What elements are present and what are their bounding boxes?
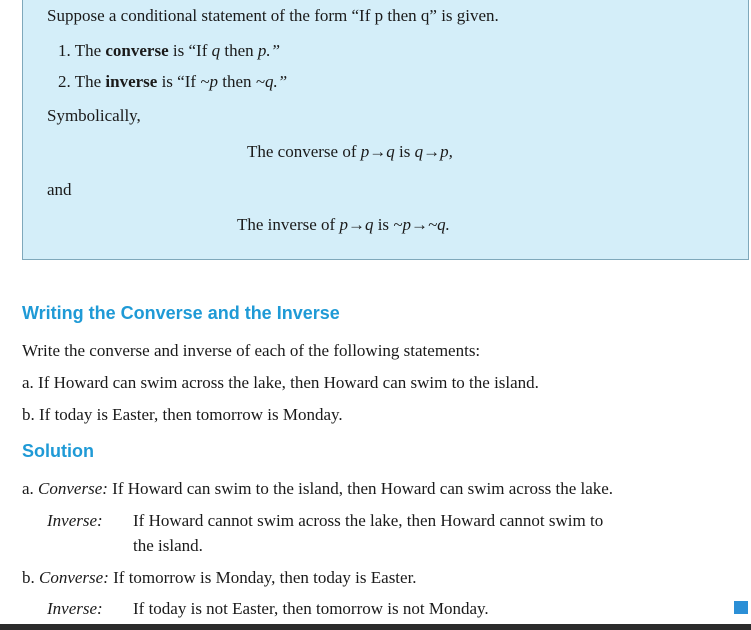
formula-text: The inverse of	[237, 215, 340, 234]
math-expr: q→p,	[414, 142, 453, 161]
inverse-label: Inverse:	[47, 599, 103, 618]
item-number: 2.	[58, 72, 71, 91]
end-of-example-marker-icon	[734, 601, 748, 614]
item-text: If Howard can swim across the lake, then Howard can swim to the island.	[38, 373, 539, 392]
item-label: b.	[22, 405, 35, 424]
example-prompt: Write the converse and inverse of each of the following statements:	[22, 341, 481, 360]
converse-label: Converse:	[39, 568, 109, 587]
math-expr: q	[211, 41, 221, 60]
formula-text: The converse of	[247, 142, 361, 161]
solution-b-converse	[22, 568, 417, 588]
and-label: and	[47, 180, 72, 199]
inverse-text-continued: the island.	[133, 536, 203, 555]
definition-intro: Suppose a conditional statement of the form “If p then q” is given.	[47, 6, 499, 25]
example-item-b	[22, 405, 343, 425]
symbolically-label: Symbolically,	[47, 106, 141, 125]
item-label: a.	[22, 479, 34, 498]
definition-item-converse	[58, 41, 280, 61]
term-converse: converse	[105, 41, 169, 60]
item-label: a.	[22, 373, 34, 392]
formula-text: is	[394, 142, 415, 161]
math-expr: ~p→~q.	[393, 215, 450, 234]
item-text: If today is Easter, then tomorrow is Monday.	[39, 405, 343, 424]
math-expr: ~q.”	[255, 72, 288, 91]
math-expr: p.”	[257, 41, 281, 60]
page-bottom-edge	[0, 624, 751, 630]
converse-label: Converse:	[38, 479, 108, 498]
formula-inverse	[237, 215, 450, 235]
solution-heading: Solution	[22, 441, 94, 461]
inverse-text: If Howard cannot swim across the lake, then Howard cannot swim to	[133, 511, 604, 530]
converse-text: If Howard can swim to the island, then Howard can swim across the lake.	[112, 479, 614, 498]
item-text: is “If	[168, 41, 212, 60]
inverse-text: If today is not Easter, then tomorrow is not Monday.	[133, 599, 489, 618]
math-expr: p→q	[339, 215, 374, 234]
definition-item-inverse	[58, 72, 287, 92]
item-text: The	[74, 41, 106, 60]
inverse-label: Inverse:	[47, 511, 103, 530]
item-label: b.	[22, 568, 35, 587]
math-expr: ~p	[200, 72, 218, 91]
item-text: is “If	[157, 72, 201, 91]
example-item-a	[22, 373, 539, 393]
item-text: then	[220, 41, 258, 60]
item-text: then	[218, 72, 256, 91]
math-expr: p→q	[360, 142, 395, 161]
formula-converse	[247, 142, 453, 162]
item-number: 1.	[58, 41, 71, 60]
converse-text: If tomorrow is Monday, then today is Easter.	[113, 568, 417, 587]
term-inverse: inverse	[105, 72, 158, 91]
solution-a-converse	[22, 479, 613, 499]
example-heading: Writing the Converse and the Inverse	[22, 303, 340, 323]
item-text: The	[74, 72, 106, 91]
formula-text: is	[373, 215, 394, 234]
